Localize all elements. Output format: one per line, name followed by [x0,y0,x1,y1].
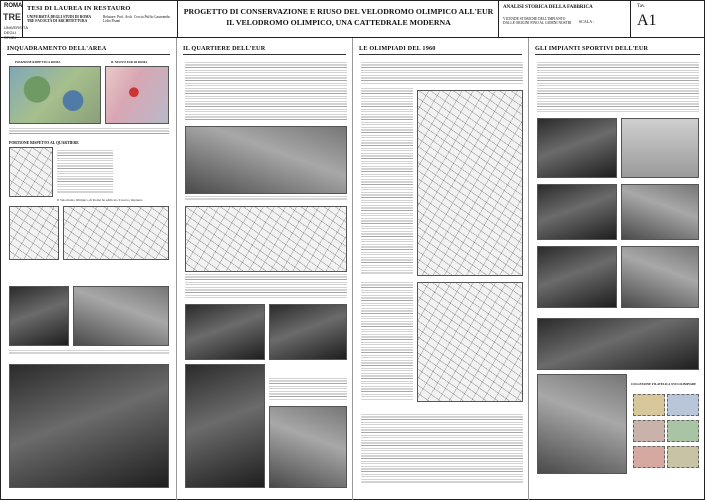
lake-text [269,378,347,400]
eur-panorama-photo [185,126,347,194]
velodrome-aerial-photo [9,286,69,346]
velodrome-track-photo [537,374,627,474]
stadium-plan-1 [621,118,699,178]
heading-rule [7,54,170,55]
olympic-venues-map [417,90,523,276]
eur-location-map [105,66,169,124]
velodrome-text [361,282,413,400]
logo-mid: TRE [3,12,21,22]
panorama-caption [185,196,347,201]
aerial-photo-right [269,304,347,360]
heading-rule [359,54,522,55]
analysis-title: ANALISI STORICA DELLA FABBRICA [503,5,593,10]
map-title-eur: IL NUOVO EUR DI ROMA [111,60,148,64]
map-caption [9,128,169,134]
column-area [1,38,177,500]
construction-photo [269,406,347,488]
column-heading: GLI IMPIANTI SPORTIVI DELL'EUR [535,45,649,52]
stadium-photo-3 [621,184,699,240]
velodrome-site-plan [417,282,523,402]
stadium-photo-1 [537,118,617,178]
palazzo-sport-interior [621,246,699,308]
column-facilities [529,38,705,500]
olympics-conclusion-text [361,414,523,484]
column-district [177,38,353,500]
eur-aerial-photo [9,364,169,488]
stamp-4 [667,420,699,442]
title-box [178,1,499,37]
subheading-district: PORTIONE RISPETTO AL QUARTIERE [9,141,79,145]
stamps-title: COLLEZIONE FILATELICA XVII OLIMPIADE [631,382,697,386]
palazzo-sport-photo [537,246,617,308]
stamp-2 [667,394,699,416]
aerial-photo-left [185,304,265,360]
column-heading: LE OLIMPIADI DEL 1960 [359,45,436,52]
stadium-photo-2 [537,184,617,240]
tav-number: A1 [637,12,657,29]
stamp-5 [633,446,665,468]
eur-masterplan [185,206,347,272]
column-heading: INQUADRAMENTO DELL'AREA [7,45,107,52]
district-map-small [9,147,53,197]
main-subtitle: IL VELODROMO OLIMPICO, UNA CATTEDRALE MODERNA [226,18,451,27]
logo-bottom: UNIVERSITÀ DEGLI STUDI [4,25,29,40]
main-title: PROGETTO DI CONSERVAZIONE E RIUSO DEL VELODROMO OLIMPICO ALL'EUR [183,7,494,16]
district-history-text [185,62,347,120]
map-title-rome: POSIZIONE RISPETTO A ROMA [15,60,61,64]
analysis-subtitle: VICENDE STORICHE DELL'IMPIANTO DALLE ORIGINI FINO AL GIORNI NOSTRI [503,17,572,26]
heading-rule [535,54,700,55]
facilities-text [537,62,699,114]
satellite-map-rome [9,66,101,124]
district-plan-1 [9,206,59,260]
thesis-box [23,1,178,37]
olympics-intro-text [361,62,523,84]
masterplan-text [185,274,347,298]
university-name: UNIVERSITÀ DEGLI STUDI DI ROMA TRE FACOLTÀ DI ARCHITETTURA [27,15,91,24]
district-plan-2 [63,206,169,260]
logo-top: ROMA [4,3,23,9]
column-olympics [353,38,529,500]
header-bar [1,1,705,38]
velodrome-panorama-photo [537,318,699,370]
stamp-3 [633,420,665,442]
district-note: Il Velodromo Olimpico di Roma ha edificato il nuovo impianto [57,198,143,202]
velodrome-stands-photo [73,286,169,346]
column-heading: IL QUARTIERE DELL'EUR [183,45,266,52]
analysis-box [499,1,631,37]
thesis-title: TESI DI LAUREA IN RESTAURO [27,5,131,12]
university-logo [1,1,29,40]
stamp-6 [667,446,699,468]
heading-rule [183,54,346,55]
stamp-1 [633,394,665,416]
people-credits: Relatore: Prof. Arch. Ceccia Puffio Laureanda: Lidia Pisani [103,15,171,24]
olympics-body-text [361,88,413,274]
district-text [57,150,113,194]
tav-label: Tav. [637,4,646,9]
scale-label: SCALA : [579,19,595,24]
photo-caption [9,350,169,355]
tav-box [631,1,705,37]
lake-aerial-photo [185,364,265,488]
